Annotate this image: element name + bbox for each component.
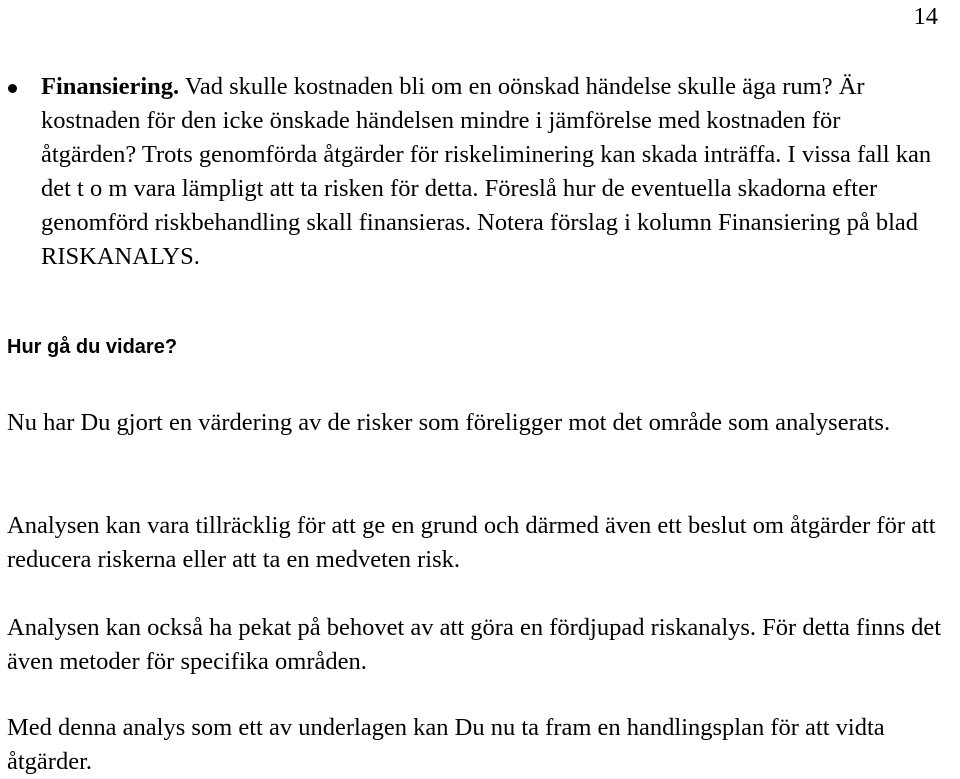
bullet-text xyxy=(41,70,941,274)
paragraph: Nu har Du gjort en värdering av de risker som föreligger mot det område som analyserats. xyxy=(7,409,891,436)
bullet-dot-icon xyxy=(8,84,17,93)
paragraph: Analysen kan också ha pekat på behovet av att göra en fördjupad riskanalys. För detta finns det även metoder för specifika områden. xyxy=(7,614,942,675)
page-number: 14 xyxy=(913,3,938,30)
paragraph: Med denna analys som ett av underlagen kan Du nu ta fram en handlingsplan för att vidta åtgärder. xyxy=(7,714,885,775)
bullet-title: Finansiering. xyxy=(41,73,180,100)
bullet-body: Vad skulle kostnaden bli om en oönskad händelse skulle äga rum? Är kostnaden för den icke önskade händelsen mindre i jämförelse med kostnaden för åtgärden? Trots genomförda åtgärder för riskeliminering kan skada inträffa. I vissa fall kan det t o m vara lämpligt att ta risken för detta. Föreslå hur de eventuella skadorna efter genomförd riskbehandling skall finansieras. Notera förslag i kolumn Finansiering på blad RISKANALYS. xyxy=(41,73,932,270)
paragraph: Analysen kan vara tillräcklig för att ge en grund och därmed även ett beslut om åtgärder för att reducera riskerna eller att ta en medveten risk. xyxy=(7,512,936,573)
section-heading: Hur gå du vidare? xyxy=(7,336,178,358)
bullet-item-finansiering xyxy=(8,70,943,274)
